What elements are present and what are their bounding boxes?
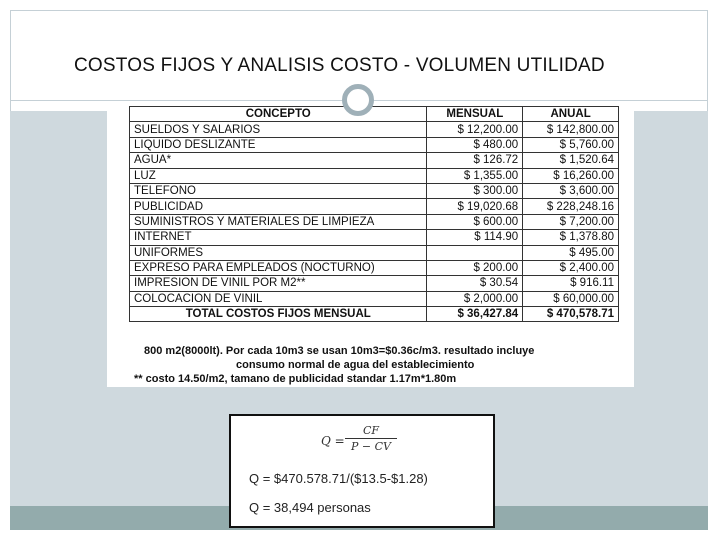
table-row [130,199,619,214]
cell-concept: IMPRESION DE VINIL POR M2** [130,276,427,291]
table-total-row [130,307,619,322]
cell-monthly: $ 30.54 [427,276,523,291]
cell-total-annual: $ 470,578.71 [523,307,619,322]
fixed-costs-table [129,106,619,322]
cell-concept: SUELDOS Y SALARIOS [130,122,427,137]
formula-q-symbol: Q = [321,434,345,448]
table-row [130,245,619,260]
cell-concept: COLOCACION DE VINIL [130,291,427,306]
cell-monthly: $ 19,020.68 [427,199,523,214]
table-row [130,214,619,229]
slide-title: COSTOS FIJOS Y ANALISIS COSTO - VOLUMEN UTILIDAD [74,55,605,76]
cell-annual: $ 16,260.00 [523,168,619,183]
cell-monthly: $ 300.00 [427,183,523,198]
cell-monthly [427,245,523,260]
cell-annual: $ 5,760.00 [523,137,619,152]
cell-annual: $ 228,248.16 [523,199,619,214]
cell-monthly: $ 12,200.00 [427,122,523,137]
formula-denominator: P − CV [351,440,391,453]
formula-numerator: CF [345,424,397,439]
table-row [130,291,619,306]
formula-calculation: Q = $470.578.71/($13.5-$1.28) [249,471,428,486]
cell-concept: UNIFORMES [130,245,427,260]
breakeven-formula-image [229,414,495,528]
cell-concept: AGUA* [130,153,427,168]
cell-monthly: $ 1,355.00 [427,168,523,183]
cell-concept: LIQUIDO DESLIZANTE [130,137,427,152]
cell-annual: $ 2,400.00 [523,260,619,275]
cell-monthly: $ 114.90 [427,230,523,245]
cell-annual: $ 495.00 [523,245,619,260]
note-vinyl: ** costo 14.50/m2, tamano de publicidad standar 1.17m*1.80m [134,373,457,385]
table-row [130,137,619,152]
column-header-anual: ANUAL [523,107,619,122]
cell-monthly: $ 200.00 [427,260,523,275]
cell-concept: INTERNET [130,230,427,245]
column-header-concepto: CONCEPTO [130,107,427,122]
cell-monthly: $ 480.00 [427,137,523,152]
table-row [130,260,619,275]
cell-concept: SUMINISTROS Y MATERIALES DE LIMPIEZA [130,214,427,229]
table-row [130,168,619,183]
column-header-mensual: MENSUAL [427,107,523,122]
cell-concept: LUZ [130,168,427,183]
cell-concept: PUBLICIDAD [130,199,427,214]
table-row [130,276,619,291]
cell-annual: $ 142,800.00 [523,122,619,137]
cell-concept: EXPRESO PARA EMPLEADOS (NOCTURNO) [130,260,427,275]
cell-total-label: TOTAL COSTOS FIJOS MENSUAL [130,307,427,322]
formula-result: Q = 38,494 personas [249,500,371,515]
cell-monthly: $ 126.72 [427,153,523,168]
table-header-row [130,107,619,122]
decorative-ring [342,84,374,116]
cell-annual: $ 7,200.00 [523,214,619,229]
cell-annual: $ 3,600.00 [523,183,619,198]
note-water-line2: consumo normal de agua del establecimiento [236,359,475,371]
table-row [130,183,619,198]
table-row [130,230,619,245]
note-water-line1: 800 m2(8000lt). Por cada 10m3 se usan 10m3=$0.36c/m3. resultado incluye [144,345,535,357]
cell-annual: $ 1,378.80 [523,230,619,245]
costs-table-image [107,103,634,387]
cell-annual: $ 60,000.00 [523,291,619,306]
table-row [130,153,619,168]
cell-concept: TELEFONO [130,183,427,198]
cell-annual: $ 1,520.64 [523,153,619,168]
cell-monthly: $ 2,000.00 [427,291,523,306]
cell-total-monthly: $ 36,427.84 [427,307,523,322]
formula-fraction [345,424,397,453]
cell-monthly: $ 600.00 [427,214,523,229]
table-row [130,122,619,137]
cell-annual: $ 916.11 [523,276,619,291]
